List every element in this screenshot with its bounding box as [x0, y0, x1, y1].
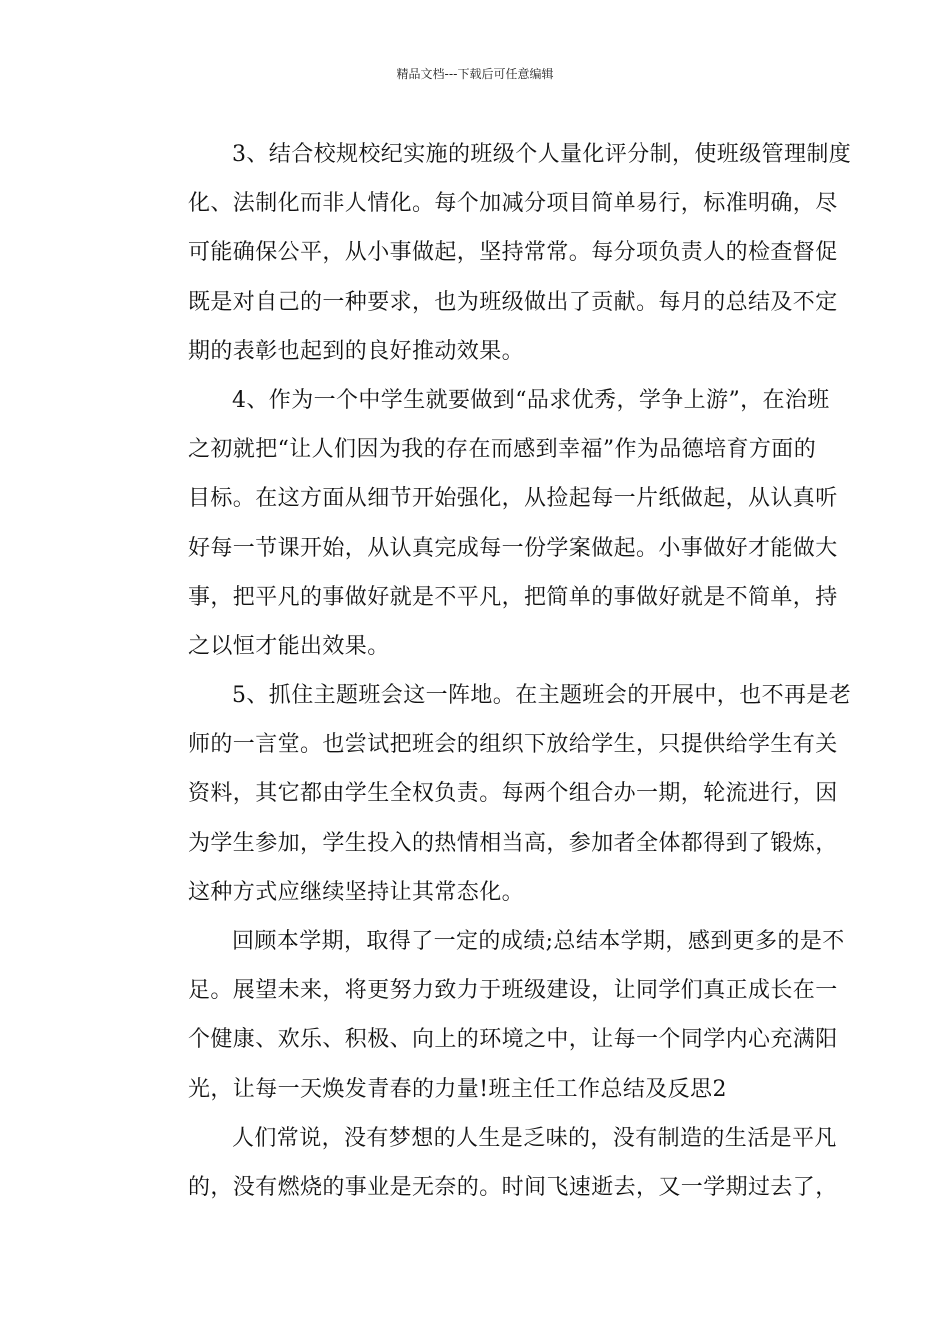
paragraph-line: 资料，其它都由学生全权负责。每两个组合办一期，轮流进行，因 [188, 781, 838, 807]
paragraph-5 [144, 671, 852, 917]
paragraph-line: 目标。在这方面从细节开始强化，从捡起每一片纸做起，从认真听 [188, 486, 838, 512]
paragraph-line: 回顾本学期，取得了一定的成绩;总结本学期，感到更多的是不 [232, 929, 845, 954]
paragraph-line: 期的表彰也起到的良好推动效果。 [188, 338, 525, 364]
paragraph-line: 之以恒才能出效果。 [188, 633, 390, 659]
paragraph-review [144, 917, 845, 1114]
paragraph-line: 既是对自己的一种要求，也为班级做出了贡献。每月的总结及不定 [188, 289, 838, 315]
paragraph-line: 事，把平凡的事做好就是不平凡，把简单的事做好就是不简单，持 [188, 584, 838, 610]
paragraph-line: 5、抓住主题班会这一阵地。在主题班会的开展中，也不再是老 [232, 683, 852, 709]
paragraph-4 [144, 376, 838, 671]
paragraph-line: 好每一节课开始，从认真完成每一份学案做起。小事做好才能做大 [188, 535, 838, 561]
paragraph-line: 足。展望未来，将更努力致力于班级建设，让同学们真正成长在一 [188, 978, 838, 1004]
document-body [144, 130, 852, 1212]
page-header: 精品文档---下载后可任意编辑 [396, 67, 554, 81]
paragraph-3 [144, 130, 852, 376]
paragraph-intro-2 [144, 1114, 838, 1212]
paragraph-line: 之初就把“让人们因为我的存在而感到幸福”作为品德培育方面的 [188, 437, 817, 463]
paragraph-line: 光，让每一天焕发青春的力量!班主任工作总结及反思2 [188, 1076, 727, 1102]
paragraph-line: 可能确保公平，从小事做起，坚持常常。每分项负责人的检查督促 [188, 240, 838, 266]
paragraph-line: 为学生参加，学生投入的热情相当高，参加者全体都得到了锻炼， [188, 830, 838, 856]
paragraph-line: 3、结合校规校纪实施的班级个人量化评分制，使班级管理制度 [232, 142, 852, 167]
paragraph-line: 化、法制化而非人情化。每个加减分项目简单易行，标准明确，尽 [188, 191, 838, 217]
paragraph-line: 4、作为一个中学生就要做到“品求优秀，学争上游”，在治班 [232, 387, 830, 413]
paragraph-line: 这种方式应继续坚持让其常态化。 [188, 879, 525, 905]
paragraph-line: 个健康、欢乐、积极、向上的环境之中，让每一个同学内心充满阳 [188, 1027, 838, 1053]
paragraph-line: 人们常说，没有梦想的人生是乏味的，没有制造的生活是平凡 [232, 1125, 837, 1151]
paragraph-line: 的，没有燃烧的事业是无奈的。时间飞速逝去，又一学期过去了， [188, 1174, 838, 1200]
paragraph-line: 师的一言堂。也尝试把班会的组织下放给学生，只提供给学生有关 [188, 732, 838, 758]
